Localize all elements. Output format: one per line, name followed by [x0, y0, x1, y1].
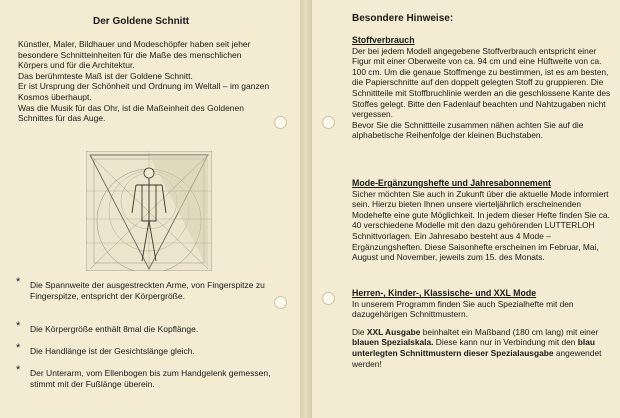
bullet-star: *	[16, 276, 21, 288]
intro-paragraph: Das berühmteste Maß ist der Goldene Schnitt.	[18, 70, 193, 81]
subscription-section	[352, 178, 614, 263]
list-item	[16, 342, 276, 357]
xxl-paragraph: Die XXL Ausgabe beinhaltet ein Maßband (180 cm lang) mit einer blauen Spezialskala. Diese kann nur in Verbindung mit den blau unterlegten Schnittmustern dieser Spezialausgabe angewendet werden!	[352, 326, 602, 369]
bullet-text: Der Unterarm, vom Ellenbogen bis zum Handgelenk gemessen, stimmt mit der Fußlänge überein.	[30, 368, 271, 389]
bullet-star: *	[16, 364, 21, 376]
section-text: In unserem Programm finden Sie auch Spezialhefte mit den dazugehörigen Schnittmustern.	[352, 298, 574, 320]
right-page	[312, 0, 620, 418]
blue-scale-label: blauen Spezialskala.	[352, 337, 434, 348]
xxl-edition-label: XXL Ausgabe	[366, 326, 421, 337]
section-heading: Mode-Ergänzungshefte und Jahresabonnement	[352, 178, 551, 188]
blue-patterns-label: blau unterlegten Schnittmustern dieser Spezialausgabe	[352, 337, 596, 358]
intro-paragraph: Was die Musik für das Ohr, ist die Maßeinheit des Goldenen Schnittes für das Auge.	[18, 102, 244, 124]
book-spine	[300, 0, 312, 418]
left-page	[0, 0, 300, 418]
bullet-star: *	[16, 342, 21, 354]
section-heading: Stoffverbrauch	[352, 35, 415, 45]
list-item	[16, 276, 276, 301]
fabric-consumption-section	[352, 35, 614, 141]
section-heading: Herren-, Kinder-, Klassische- und XXL Mode	[352, 288, 537, 298]
special-editions-section	[352, 288, 614, 369]
bullet-star: *	[16, 320, 21, 332]
intro-paragraph: Künstler, Maler, Bildhauer und Modeschöpfer haben seit jeher besondere Schnitteinheiten für die Maße des menschlichen Körpers und für die Architektur.	[18, 39, 251, 71]
bullet-text: Die Handlänge ist der Gesichtslänge gleich.	[30, 346, 195, 356]
list-item	[16, 320, 276, 335]
left-page-title: Der Goldene Schnitt	[93, 16, 190, 27]
right-page-title: Besondere Hinweise:	[352, 13, 454, 24]
bullet-text: Die Spannweite der ausgestreckten Arme, von Fingerspitze zu Fingerspitze, entspricht der Körpergröße.	[30, 280, 265, 301]
section-text: Sicher möchten Sie auch in Zukunft über die aktuelle Mode informiert sein. Hierzu bieten Ihnen unsere vierteljährlich erscheinenden Modehefte eine gute Möglichkeit. In jedem dieser Hefte finden Sie ca. 40 verschiedene Modelle mit den dazu gehörenden LUTTERLOH Schnittvorlagen. Ein Jahresabo besteht aus 4 Mode – Ergänzungsheften. Diese Saisonhefte erscheinen im Februar, Mai, August und November, jeweils zum 15. des Monats.	[352, 188, 610, 263]
binder-hole	[322, 116, 335, 129]
binder-hole	[274, 116, 287, 129]
list-item	[16, 364, 276, 389]
vitruvian-proportion-figure	[86, 151, 212, 271]
section-text: Bevor Sie die Schnittteile zusammen nähen achten Sie auf die alphabetische Reihenfolge der kleinen Buchstaben.	[352, 119, 584, 141]
binder-hole	[322, 292, 335, 305]
section-text: Der bei jedem Modell angegebene Stoffverbrauch entspricht einer Figur mit einer Oberweite von ca. 94 cm und eine Hüftweite von ca. 100 cm. Um die genaue Stoffmenge zu bestimmen, ist es am besten, die Papierschnitte auf den doppelt gelegten Stoff zu gruppieren. Die Schnittteile mit Stoffbruchlinie werden an die geschlossene Kante des Stoffes gelegt. Bitte den Fadenlauf beachten und Nahtzugaben nicht vergessen.	[352, 45, 611, 120]
bullet-text: Die Körpergröße enthält 8mal die Kopflänge.	[30, 324, 199, 334]
golden-ratio-intro	[18, 39, 270, 124]
intro-paragraph: Er ist Ursprung der Schönheit und Ordnung im Weltall – im ganzen Kosmos überhaupt.	[18, 81, 270, 102]
binder-hole	[274, 296, 287, 309]
